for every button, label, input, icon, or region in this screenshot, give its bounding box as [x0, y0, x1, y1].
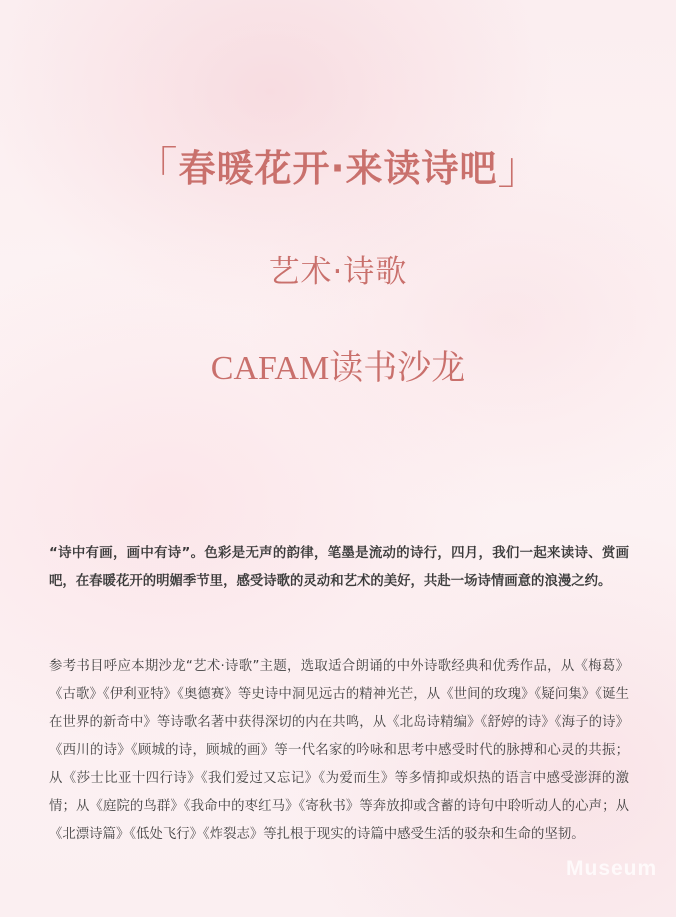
salon-name: CAFAM读书沙龙 — [210, 350, 466, 387]
event-title-text: 春暖花开·来读诗吧 — [178, 147, 498, 190]
title-close-bracket: 」 — [497, 143, 543, 194]
intro-paragraph: “诗中有画，画中有诗”。色彩是无声的韵律，笔墨是流动的诗行，四月，我们一起来读诗、赏画吧，在春暖花开的明媚季节里，感受诗歌的灵动和艺术的美好，共赴一场诗情画意的浪漫之约。 — [49, 546, 629, 589]
reading-list-paragraph: 参考书目呼应本期沙龙“艺术·诗歌”主题，选取适合朗诵的中外诗歌经典和优秀作品，从《梅葛》《古歌》《伊利亚特》《奥德赛》等史诗中洞见远古的精神光芒，从《世间的玫瑰》《疑问集》《诞生在世界的新奇中》等诗歌名著中获得深切的内在共鸣，从《北岛诗精编》《舒婷的诗》《海子的诗》《西川的诗》《顾城的诗，顾城的画》等一代名家的吟咏和思考中感受时代的脉搏和心灵的共振；从《莎士比亚十四行诗》《我们爱过又忘记》《为爱而生》等多情抑或炽热的语言中感受澎湃的激情；从《庭院的鸟群》《我命中的枣红马》《寄秋书》等奔放抑或含蓄的诗句中聆听动人的心声；从《北漂诗篇》《低处飞行》《炸裂志》等扎根于现实的诗篇中感受生活的驳杂和生命的坚韧。 — [49, 659, 629, 842]
title-open-bracket: 「 — [133, 143, 179, 194]
event-title — [0, 130, 676, 194]
event-subtitle: 艺术·诗歌 — [268, 254, 408, 290]
museum-watermark: Museum — [566, 857, 658, 880]
